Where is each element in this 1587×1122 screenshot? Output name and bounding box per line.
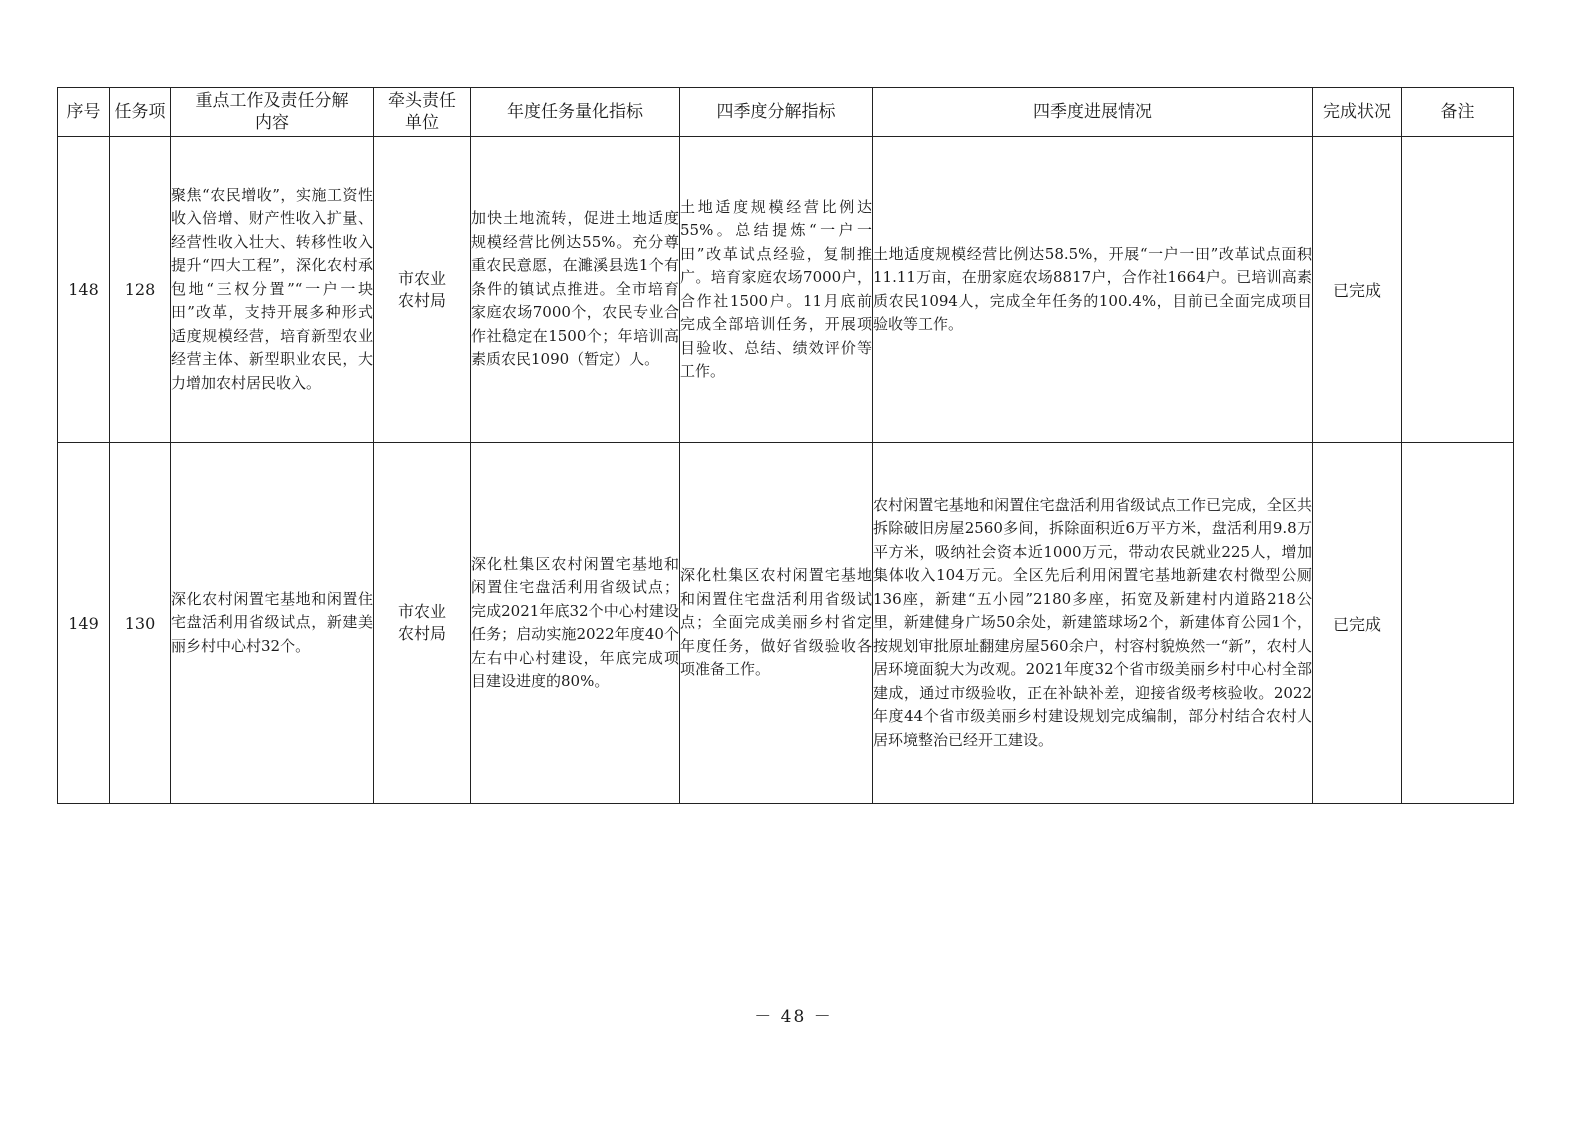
row-q4-target: 土地适度规模经营比例达55%。总结提炼“一户一田”改革试点经验，复制推广。培育家庭农场7000户，合作社1500户。11月底前完成全部培训任务，开展项目验收、总结、绩效评价等工作。 [680,137,873,443]
row-annual-target: 深化杜集区农村闲置宅基地和闲置住宅盘活利用省级试点；完成2021年底32个中心村建设任务；启动实施2022年度40个左右中心村建设，年底完成项目建设进度的80%。 [471,443,680,804]
header-status: 完成状况 [1313,88,1402,137]
row-remarks [1402,137,1514,443]
header-annual-target: 年度任务量化指标 [471,88,680,137]
row-seq: 148 [58,137,110,443]
header-key-work: 重点工作及责任分解内容 [171,88,374,137]
header-seq: 序号 [58,88,110,137]
header-q4-progress: 四季度进展情况 [873,88,1313,137]
task-progress-table [57,87,1514,804]
row-q4-target: 深化杜集区农村闲置宅基地和闲置住宅盘活利用省级试点；全面完成美丽乡村省定年度任务，做好省级验收各项准备工作。 [680,443,873,804]
row-status: 已完成 [1313,137,1402,443]
row-key-work: 深化农村闲置宅基地和闲置住宅盘活利用省级试点，新建美丽乡村中心村32个。 [171,443,374,804]
row-q4-progress: 土地适度规模经营比例达58.5%，开展“一户一田”改革试点面积11.11万亩，在册家庭农场8817户，合作社1664户。已培训高素质农民1094人，完成全年任务的100.4%，目前已全面完成项目验收等工作。 [873,137,1313,443]
header-remarks: 备注 [1402,88,1514,137]
header-lead-unit: 牵头责任单位 [374,88,471,137]
row-remarks [1402,443,1514,804]
header-task: 任务项 [110,88,171,137]
row-key-work: 聚焦“农民增收”，实施工资性收入倍增、财产性收入扩量、经营性收入壮大、转移性收入提升“四大工程”，深化农村承包地“三权分置”“一户一块田”改革，支持开展多种形式适度规模经营，培育新型农业经营主体、新型职业农民，大力增加农村居民收入。 [171,137,374,443]
row-annual-target: 加快土地流转，促进土地适度规模经营比例达55%。充分尊重农民意愿，在濉溪县选1个有条件的镇试点推进。全市培育家庭农场7000个，农民专业合作社稳定在1500个；年培训高素质农民1090（暂定）人。 [471,137,680,443]
row-lead-unit: 市农业农村局 [374,137,471,443]
header-q4-target: 四季度分解指标 [680,88,873,137]
row-q4-progress: 农村闲置宅基地和闲置住宅盘活利用省级试点工作已完成，全区共拆除破旧房屋2560多间，拆除面积近6万平方米，盘活利用9.8万平方米，吸纳社会资本近1000万元，带动农民就业225人，增加集体收入104万元。全区先后利用闲置宅基地新建农村微型公厕136座，新建“五小园”2180多座，拓宽及新建村内道路218公里，新建健身广场50余处，新建篮球场2个，新建体育公园1个，按规划审批原址翻建房屋560余户，村容村貌焕然一“新”，农村人居环境面貌大为改观。2021年度32个省市级美丽乡村中心村全部建成，通过市级验收，正在补缺补差，迎接省级考核验收。2022年度44个省市级美丽乡村建设规划完成编制，部分村结合农村人居环境整治已经开工建设。 [873,443,1313,804]
table-row [58,443,1514,804]
row-lead-unit: 市农业农村局 [374,443,471,804]
row-task: 128 [110,137,171,443]
row-task: 130 [110,443,171,804]
page-number: － 48 － [754,1007,833,1027]
row-seq: 149 [58,443,110,804]
row-status: 已完成 [1313,443,1402,804]
table-header-row [58,88,1514,137]
table-row [58,137,1514,443]
